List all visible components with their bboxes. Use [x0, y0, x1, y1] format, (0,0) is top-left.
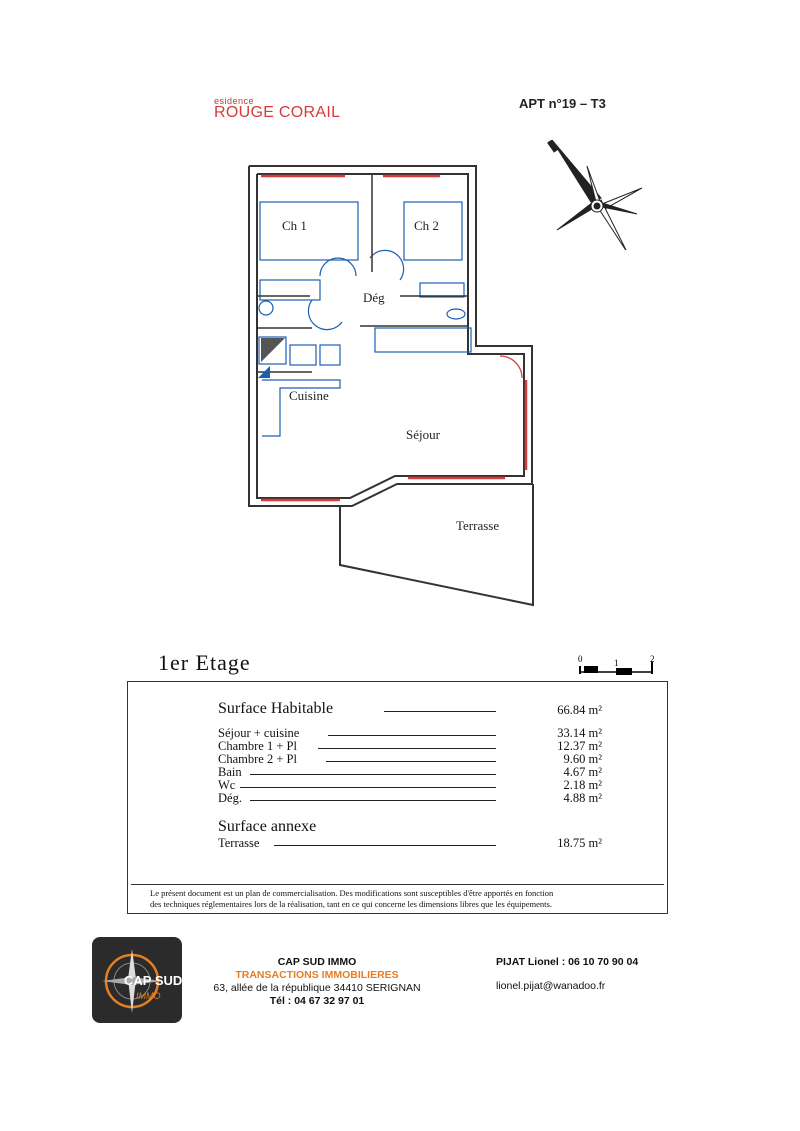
surface-habitable-value: 66.84 m² — [557, 703, 602, 717]
table-row — [128, 739, 669, 753]
floor-label: 1er Etage — [158, 650, 251, 675]
scale-2: 2 — [650, 654, 655, 664]
company-tagline: TRANSACTIONS IMMOBILIERES — [235, 969, 399, 981]
surface-annexe-label: Surface annexe — [218, 818, 317, 835]
shower-icon — [261, 338, 285, 362]
room-sejour: Séjour — [406, 427, 440, 442]
surface-table — [127, 681, 668, 914]
room-ch1: Ch 1 — [282, 218, 307, 233]
table-row — [128, 726, 669, 740]
annex-name: Terrasse — [218, 836, 260, 850]
company-name: CAP SUD IMMO — [277, 956, 357, 968]
company-address: 63, allée de la république 34410 SERIGNAN — [213, 982, 421, 994]
apartment-label: APT n°19 – T3 — [519, 96, 606, 111]
residence-name: ROUGE CORAIL — [214, 104, 341, 121]
table-row — [128, 836, 669, 850]
table-row — [128, 778, 669, 792]
scale-1: 1 — [614, 658, 619, 668]
room-deg: Dég — [363, 290, 385, 305]
scale-0: 0 — [578, 654, 583, 664]
disclaimer — [150, 888, 650, 910]
annex-value: 18.75 m² — [557, 836, 602, 850]
contact-email[interactable]: lionel.pijat@wanadoo.fr — [496, 980, 606, 992]
room-name: Bain — [218, 765, 242, 779]
room-cuisine: Cuisine — [289, 388, 329, 403]
company-phone: Tél : 04 67 32 97 01 — [269, 995, 365, 1007]
room-value: 2.18 m² — [563, 778, 602, 792]
room-value: 4.88 m² — [563, 791, 602, 805]
room-value: 9.60 m² — [563, 752, 602, 766]
table-row — [128, 791, 669, 805]
room-name: Wc — [218, 778, 236, 792]
surface-habitable-row — [128, 700, 669, 718]
logo-text: CAP SUD — [124, 973, 182, 988]
logo-sub: IMMO — [136, 991, 161, 1001]
room-name: Séjour + cuisine — [218, 726, 300, 740]
scale-bar — [576, 652, 666, 683]
room-value: 33.14 m² — [557, 726, 602, 740]
room-terrasse: Terrasse — [456, 518, 500, 533]
residence-label: esidence — [214, 96, 255, 106]
surface-habitable-label: Surface Habitable — [218, 700, 334, 717]
disclaimer-line-2: des techniques réglementaires lors de la réalisation, tant en ce qui concerne les dimensions libres que les équipements. — [150, 899, 552, 909]
room-name: Chambre 1 + Pl — [218, 739, 297, 753]
room-name: Chambre 2 + Pl — [218, 752, 297, 766]
table-row — [128, 765, 669, 779]
room-ch2: Ch 2 — [414, 218, 439, 233]
table-row — [128, 752, 669, 766]
company-logo — [92, 937, 182, 1023]
surface-annexe-row — [128, 818, 669, 836]
room-name: Dég. — [218, 791, 242, 805]
disclaimer-line-1: Le présent document est un plan de commercialisation. Des modifications sont susceptibles d'être apportés en fonction — [150, 888, 554, 898]
room-value: 4.67 m² — [563, 765, 602, 779]
room-value: 12.37 m² — [557, 739, 602, 753]
contact-person: PIJAT Lionel : 06 10 70 90 04 — [496, 956, 639, 968]
